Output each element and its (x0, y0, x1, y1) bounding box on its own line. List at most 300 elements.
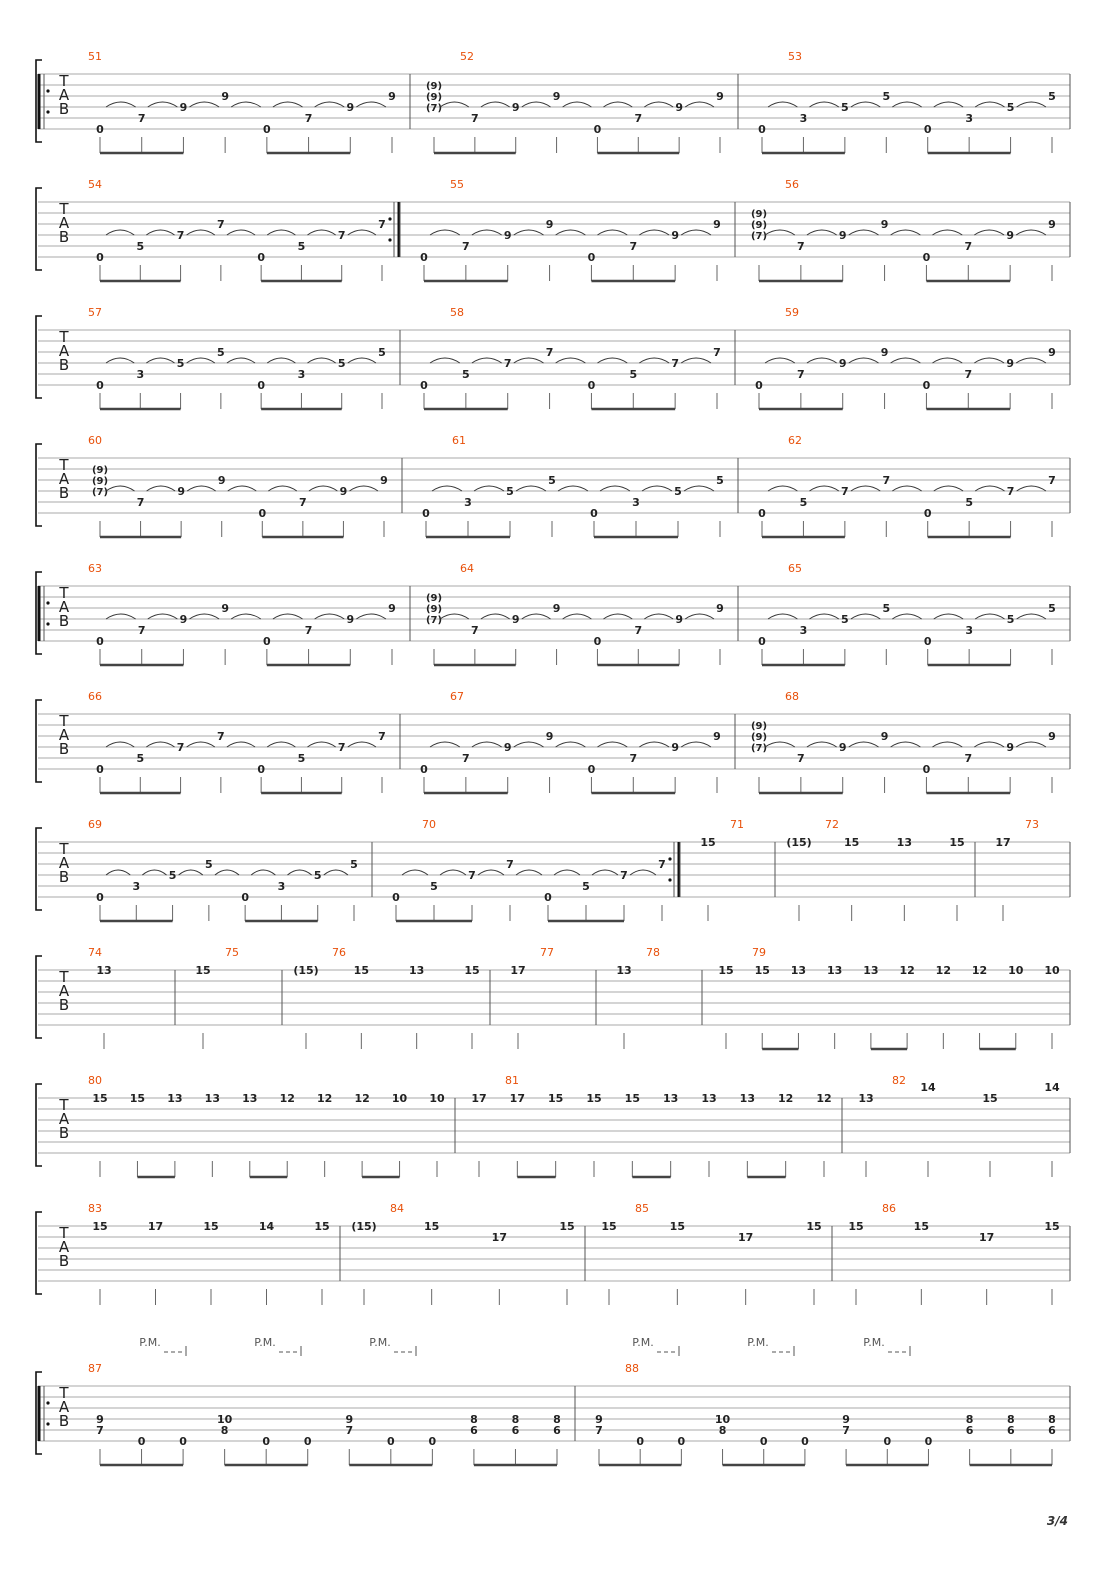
bar-number: 58 (450, 306, 464, 319)
tab-fret-number: 0 (263, 635, 271, 648)
tab-fret-number: 9 (552, 602, 561, 615)
palm-mute-label: P.M. (863, 1336, 885, 1349)
repeat-dot (46, 601, 49, 604)
tab-fret-number: 3 (799, 624, 808, 637)
tab-fret-number: 5 (548, 474, 556, 487)
tab-fret-number: 3 (965, 624, 973, 637)
tab-fret-number: 0 (923, 507, 932, 520)
tab-fret-number: 5 (506, 485, 514, 498)
tab-fret-number: 0 (303, 1435, 312, 1448)
bar-number: 56 (785, 178, 799, 191)
tab-fret-number: 7 (137, 624, 146, 637)
slur-arc (251, 870, 275, 875)
tab-fret-number: 9 (177, 485, 185, 498)
slur-arc (324, 870, 348, 875)
slur-arc (348, 358, 376, 363)
slur-arc (809, 486, 838, 491)
tab-fret-number: 9 (838, 229, 847, 242)
slur-arc (809, 614, 838, 619)
slur-arc (556, 742, 586, 747)
tab-fret-number: 3 (965, 112, 973, 125)
bar-number: 64 (460, 562, 474, 575)
tab-clef-letter: B (58, 228, 70, 246)
tab-fret-number: 7 (471, 112, 479, 125)
slur-arc (307, 230, 335, 235)
tab-fret-number: 7 (671, 357, 679, 370)
tab-fret-number: (9) (425, 604, 443, 615)
tab-fret-number: 9 (716, 602, 724, 615)
repeat-dot (46, 622, 49, 625)
tab-fret-number: 7 (634, 112, 643, 125)
slur-arc (765, 230, 795, 235)
tab-fret-number: 0 (801, 1435, 809, 1448)
bar-number: 77 (540, 946, 554, 959)
tab-fret-number: 3 (464, 496, 472, 509)
tab-fret-number: 7 (713, 346, 721, 359)
bar-number: 66 (88, 690, 102, 703)
slur-arc (1016, 358, 1046, 363)
tab-fret-number: 7 (620, 869, 628, 882)
tab-fret-number: (7) (425, 103, 443, 114)
tab-fret-number: 7 (468, 869, 476, 882)
slur-arc (268, 486, 297, 491)
slur-arc (315, 614, 345, 619)
slur-arc (600, 486, 630, 491)
slur-arc (227, 742, 255, 747)
slur-arc (974, 742, 1004, 747)
palm-mute-label: P.M. (254, 1336, 276, 1349)
slur-arc (148, 614, 178, 619)
tab-fret-number: 15 (754, 964, 770, 977)
tab-fret-number: 15 (424, 1220, 440, 1233)
tab-fret-number: 17 (471, 1092, 487, 1105)
slur-arc (891, 358, 921, 363)
tab-fret-number: 6 (1006, 1424, 1015, 1437)
slur-arc (356, 614, 386, 619)
system-bracket (36, 316, 42, 398)
bar-number: 63 (88, 562, 102, 575)
tab-fret-number: 0 (96, 635, 104, 648)
slur-arc (106, 742, 134, 747)
tab-clef-letter: A (58, 86, 70, 104)
tab-fret-number: 7 (797, 368, 805, 381)
slur-arc (934, 614, 963, 619)
slur-arc (106, 102, 136, 107)
tab-fret-number: 5 (841, 101, 849, 114)
slur-arc (639, 742, 669, 747)
tab-fret-number: 7 (217, 218, 225, 231)
slur-arc (1017, 614, 1046, 619)
slur-arc (809, 102, 838, 107)
tab-fret-number: 10 (429, 1092, 445, 1105)
tab-fret-number: 15 (669, 1220, 685, 1233)
repeat-dot (46, 1422, 49, 1425)
bar-number: 62 (788, 434, 802, 447)
tab-clef-letter: T (59, 200, 69, 218)
tab-clef-letter: B (58, 1124, 70, 1142)
tab-fret-number: 3 (799, 112, 808, 125)
tab-fret-number: 8 (511, 1413, 520, 1426)
tab-fret-number: 0 (257, 251, 265, 264)
slur-arc (472, 742, 502, 747)
tab-fret-number: 0 (923, 635, 932, 648)
tab-fret-number: 5 (313, 869, 322, 882)
slur-arc (106, 614, 136, 619)
slur-arc (267, 358, 295, 363)
tab-fret-number: 13 (790, 964, 807, 977)
slur-arc (348, 230, 376, 235)
repeat-dot (46, 110, 49, 113)
tab-fret-number: 9 (880, 346, 889, 359)
tab-fret-number: 8 (1006, 1413, 1015, 1426)
tab-fret-number: 7 (1048, 474, 1056, 487)
slur-arc (934, 486, 963, 491)
slur-arc (639, 230, 669, 235)
tab-fret-number: 13 (167, 1092, 183, 1105)
tab-clef-letter: A (58, 598, 70, 616)
tab-fret-number: 7 (634, 624, 643, 637)
tab-fret-number: 7 (842, 1424, 850, 1437)
slur-arc (892, 614, 921, 619)
tab-fret-number: 9 (1048, 218, 1056, 231)
tab-fret-number: 13 (701, 1092, 717, 1105)
tab-fret-number: 9 (713, 218, 721, 231)
tab-fret-number: 10 (1008, 964, 1024, 977)
tab-fret-number: 15 (718, 964, 734, 977)
repeat-dot (668, 878, 671, 881)
slur-arc (932, 358, 962, 363)
tab-fret-number: 8 (1048, 1413, 1056, 1426)
tab-fret-number: 10 (714, 1413, 731, 1426)
slur-arc (685, 614, 714, 619)
tab-fret-number: 9 (595, 1413, 603, 1426)
tab-clef-letter: A (58, 982, 70, 1000)
tab-fret-number: 0 (544, 891, 552, 904)
bar-number: 52 (460, 50, 474, 63)
slur-arc (1017, 486, 1046, 491)
tab-fret-number: 5 (297, 752, 306, 765)
slur-arc (974, 230, 1004, 235)
tab-fret-number: 9 (675, 101, 683, 114)
tab-fret-number: 17 (979, 1231, 995, 1244)
tab-fret-number: 5 (378, 346, 386, 359)
tab-fret-number: 7 (841, 485, 849, 498)
tab-fret-number: 14 (920, 1081, 936, 1094)
tab-fret-number: 5 (217, 346, 225, 359)
bar-number: 55 (450, 178, 464, 191)
slur-arc (189, 102, 219, 107)
slur-arc (892, 486, 921, 491)
slur-arc (147, 486, 176, 491)
tab-fret-number: 0 (392, 891, 400, 904)
tab-fret-number: 13 (827, 964, 843, 977)
slur-arc (430, 230, 460, 235)
tab-fret-number: 7 (176, 229, 185, 242)
slur-arc (231, 102, 261, 107)
bar-number: 82 (892, 1074, 906, 1087)
slur-arc (402, 870, 428, 875)
tab-fret-number: 15 (195, 964, 211, 977)
tab-fret-number: 9 (388, 602, 396, 615)
slur-arc (891, 230, 921, 235)
slur-arc (644, 614, 673, 619)
slur-arc (592, 870, 618, 875)
slur-arc (1016, 230, 1046, 235)
tab-fret-number: 0 (590, 507, 598, 520)
slur-arc (478, 870, 504, 875)
tab-clef-letter: T (59, 840, 69, 858)
slur-arc (851, 486, 880, 491)
tab-fret-number: 17 (510, 964, 526, 977)
slur-arc (481, 102, 510, 107)
tab-fret-number: 9 (1048, 346, 1056, 359)
tab-fret-number: 0 (593, 123, 602, 136)
bar-number: 79 (752, 946, 766, 959)
tab-fret-number: 0 (96, 123, 104, 136)
tab-clef-letter: T (59, 712, 69, 730)
system-bracket (36, 188, 42, 270)
tab-fret-number: 5 (965, 496, 973, 509)
slur-arc (934, 102, 963, 107)
tab-fret-number: 7 (136, 496, 145, 509)
tab-fret-number: 0 (257, 379, 265, 392)
slur-arc (1016, 742, 1046, 747)
tab-clef-letter: T (59, 1384, 69, 1402)
tab-fret-number: 15 (949, 836, 965, 849)
tab-fret-number: 9 (1006, 229, 1014, 242)
slur-arc (514, 358, 544, 363)
slur-arc (146, 742, 174, 747)
tab-fret-number: 15 (700, 836, 716, 849)
tab-clef-letter: A (58, 1110, 70, 1128)
tab-clef-letter: A (58, 726, 70, 744)
repeat-dot (388, 217, 391, 220)
system-bracket (36, 1084, 42, 1166)
tab-fret-number: 14 (258, 1220, 275, 1233)
slur-arc (522, 102, 551, 107)
slur-arc (522, 614, 551, 619)
tab-fret-number: 6 (511, 1424, 520, 1437)
tab-fret-number: 12 (778, 1092, 794, 1105)
tab-clef-letter: B (58, 100, 70, 118)
tab-fret-number: 7 (797, 240, 805, 253)
tab-fret-number: 9 (1006, 741, 1014, 754)
system-bracket (36, 444, 42, 526)
tab-fret-number: 8 (220, 1424, 229, 1437)
tab-fret-number: 3 (632, 496, 640, 509)
tab-fret-number: 8 (718, 1424, 727, 1437)
tab-fret-number: 6 (1048, 1424, 1056, 1437)
tab-fret-number: 15 (848, 1220, 864, 1233)
tab-fret-number: 9 (346, 613, 355, 626)
tab-fret-number: 12 (279, 1092, 295, 1105)
slur-arc (187, 742, 215, 747)
tab-fret-number: 0 (263, 123, 271, 136)
tab-fret-number: 9 (716, 90, 724, 103)
tab-fret-number: 15 (806, 1220, 822, 1233)
tab-fret-number: 7 (595, 1424, 603, 1437)
slur-arc (563, 614, 592, 619)
tab-fret-number: (9) (91, 476, 109, 487)
tab-clef-letter: A (58, 1398, 70, 1416)
bar-number: 74 (88, 946, 102, 959)
tab-fret-number: 9 (503, 229, 512, 242)
tab-fret-number: 5 (1006, 101, 1015, 114)
tab-fret-number: 7 (337, 741, 346, 754)
tab-fret-number: 7 (462, 240, 470, 253)
tab-fret-number: 0 (922, 251, 931, 264)
tab-fret-number: 0 (593, 635, 602, 648)
tab-fret-number: 9 (1048, 730, 1056, 743)
tab-fret-number: 9 (675, 613, 683, 626)
tab-fret-number: 6 (470, 1424, 478, 1437)
tab-fret-number: 7 (345, 1424, 354, 1437)
slur-arc (146, 358, 174, 363)
slur-arc (681, 358, 711, 363)
tab-fret-number: 5 (1006, 613, 1015, 626)
tab-fret-number: 9 (671, 229, 679, 242)
tab-fret-number: 7 (964, 752, 973, 765)
system-bracket (36, 1212, 42, 1294)
tab-fret-number: 9 (545, 218, 554, 231)
tab-fret-number: 9 (842, 1413, 850, 1426)
tab-fret-number: 6 (553, 1424, 561, 1437)
tab-fret-number: 5 (882, 90, 891, 103)
system-bracket (36, 700, 42, 782)
slur-arc (974, 358, 1004, 363)
tab-fret-number: 15 (464, 964, 480, 977)
tab-fret-number: 0 (258, 507, 267, 520)
tab-fret-number: 3 (277, 880, 286, 893)
tab-fret-number: 15 (982, 1092, 998, 1105)
slur-arc (307, 742, 335, 747)
bar-number: 84 (390, 1202, 404, 1215)
tab-fret-number: 0 (758, 507, 766, 520)
tab-clef-letter: A (58, 342, 70, 360)
tab-fret-number: 5 (799, 496, 808, 509)
tab-fret-number: 7 (964, 368, 973, 381)
slur-arc (349, 486, 378, 491)
slur-arc (851, 614, 880, 619)
bar-number: 78 (646, 946, 660, 959)
tab-fret-number: (9) (750, 721, 768, 732)
slur-arc (472, 230, 502, 235)
tab-fret-number: 0 (137, 1435, 146, 1448)
tab-fret-number: 0 (587, 379, 596, 392)
tab-clef-letter: T (59, 456, 69, 474)
tab-fret-number: 0 (587, 251, 596, 264)
tab-clef-letter: B (58, 1412, 70, 1430)
bar-number: 81 (505, 1074, 519, 1087)
slur-arc (851, 102, 880, 107)
tab-fret-number: 0 (420, 763, 428, 776)
slur-arc (187, 486, 216, 491)
slur-arc (681, 742, 711, 747)
tab-fret-number: 9 (671, 741, 679, 754)
tab-fret-number: 5 (674, 485, 682, 498)
tab-fret-number: 7 (299, 496, 307, 509)
tab-fret-number: 0 (179, 1435, 187, 1448)
tab-fret-number: (9) (750, 220, 768, 231)
tab-fret-number: 0 (96, 379, 104, 392)
tab-fret-number: 9 (838, 357, 847, 370)
slur-arc (267, 230, 295, 235)
tab-fret-number: 15 (203, 1220, 219, 1233)
tab-fret-number: 13 (242, 1092, 258, 1105)
bar-number: 80 (88, 1074, 102, 1087)
slur-arc (440, 870, 466, 875)
bar-number: 72 (825, 818, 839, 831)
tab-fret-number: 7 (378, 218, 386, 231)
bar-number: 76 (332, 946, 346, 959)
tab-clef-letter: B (58, 740, 70, 758)
tab-fret-number: 13 (663, 1092, 679, 1105)
slur-arc (975, 486, 1004, 491)
slur-arc (807, 742, 837, 747)
tab-fret-number: 9 (1006, 357, 1014, 370)
slur-arc (146, 230, 174, 235)
tab-fret-number: 13 (96, 964, 112, 977)
tab-fret-number: 7 (964, 240, 973, 253)
tab-fret-number: 3 (136, 368, 145, 381)
slur-arc (642, 486, 672, 491)
tab-fret-number: 9 (713, 730, 721, 743)
tab-fret-number: 17 (491, 1231, 507, 1244)
tab-fret-number: 5 (430, 880, 438, 893)
slur-arc (273, 614, 303, 619)
bar-number: 71 (730, 818, 744, 831)
tab-fret-number: 7 (176, 741, 185, 754)
bar-number: 68 (785, 690, 799, 703)
slur-arc (516, 870, 542, 875)
tab-fret-number: 5 (882, 602, 891, 615)
tab-fret-number: 5 (462, 368, 470, 381)
bar-number: 61 (452, 434, 466, 447)
tab-fret-number: (9) (750, 732, 768, 743)
tab-fret-number: (9) (750, 209, 768, 220)
slur-arc (474, 486, 504, 491)
tab-fret-number: 10 (391, 1092, 408, 1105)
slur-arc (630, 870, 656, 875)
tab-fret-number: 15 (601, 1220, 617, 1233)
slur-arc (597, 742, 627, 747)
tab-fret-number: 7 (1006, 485, 1015, 498)
slur-arc (481, 614, 510, 619)
bar-number: 51 (88, 50, 102, 63)
slur-arc (472, 358, 502, 363)
repeat-dot (388, 238, 391, 241)
slur-arc (603, 614, 632, 619)
slur-arc (765, 742, 795, 747)
tab-fret-number: 13 (739, 1092, 755, 1105)
tab-fret-number: 9 (221, 602, 229, 615)
tab-fret-number: 15 (586, 1092, 602, 1105)
tab-fret-number: (7) (425, 615, 443, 626)
bar-number: 83 (88, 1202, 102, 1215)
tab-fret-number: 15 (624, 1092, 640, 1105)
bar-number: 65 (788, 562, 802, 575)
tab-clef-letter: T (59, 968, 69, 986)
tab-fret-number: (7) (750, 743, 768, 754)
repeat-dot (46, 1401, 49, 1404)
bar-number: 59 (785, 306, 799, 319)
tab-fret-number: (15) (351, 1220, 377, 1233)
slur-arc (849, 742, 879, 747)
slur-arc (765, 358, 795, 363)
slur-arc (975, 614, 1004, 619)
tab-fret-number: 9 (96, 1413, 104, 1426)
tab-fret-number: 17 (147, 1220, 164, 1233)
